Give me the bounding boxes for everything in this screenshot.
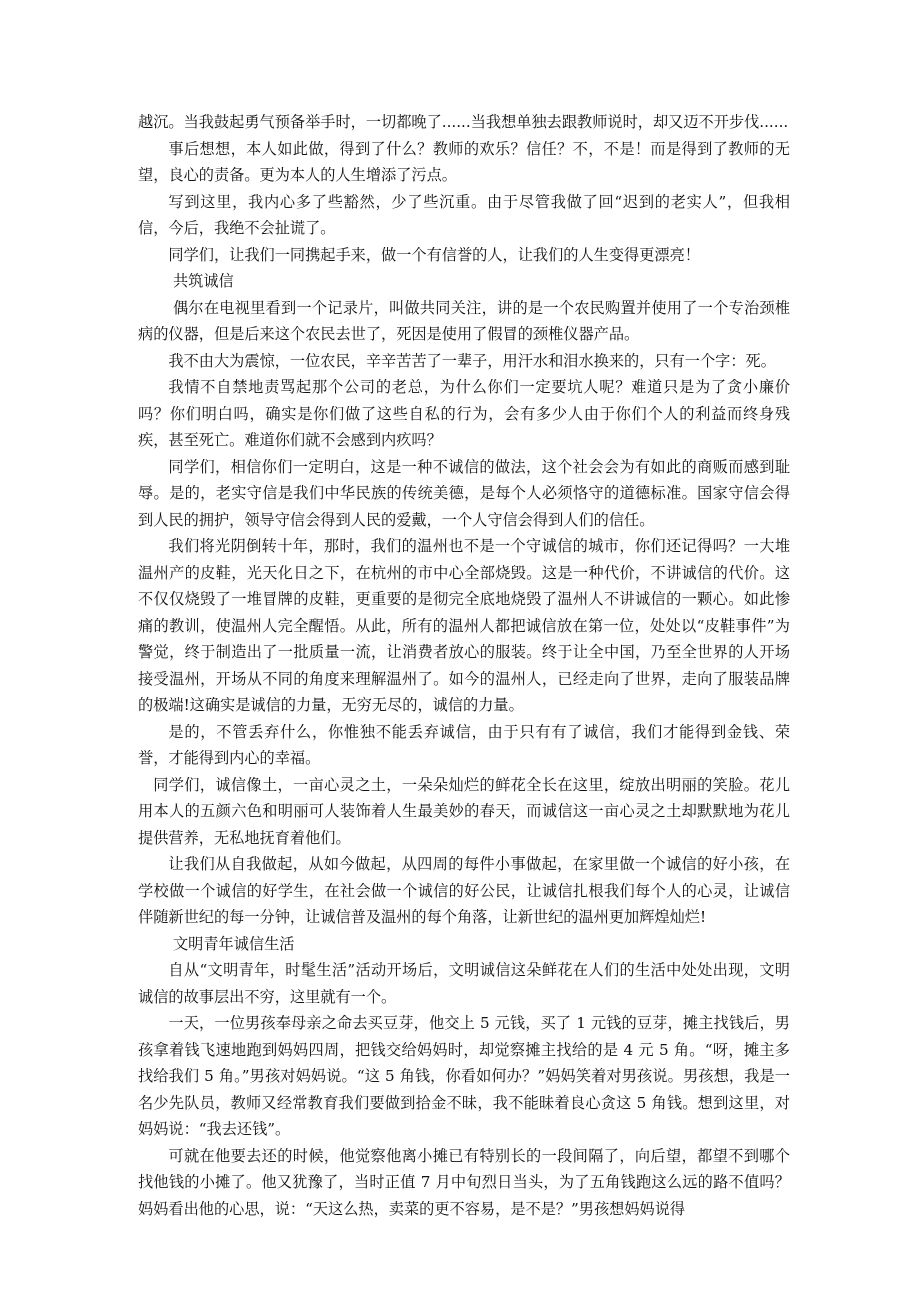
section-heading: 共筑诚信 [172, 272, 234, 290]
paragraph: 自从“文明青年，时髦生活”活动开场后，文明诚信这朵鲜花在人们的生活中处处出现，文明诚信的故事层出不穷，这里就有一个。 [138, 961, 790, 1006]
paragraph: 是的，不管丢弃什么，你惟独不能丢弃诚信，由于只有有了诚信，我们才能得到金钱、荣誉，才能得到内心的幸福。 [138, 722, 790, 767]
document-body [138, 109, 790, 1222]
paragraph: 同学们，让我们一同携起手来，做一个有信誉的人，让我们的人生变得更漂亮！ [168, 245, 700, 264]
paragraph: 同学们，诚信像土，一亩心灵之土，一朵朵灿烂的鲜花全长在这里，绽放出明丽的笑脸。花儿用本人的五颜六色和明丽可人装饰着人生最美妙的春天，而诚信这一亩心灵之土却默默地为花儿提供营养，无私地抚育着他们。 [138, 775, 790, 847]
paragraph: 偶尔在电视里看到一个记录片，叫做共同关注，讲的是一个农民购置并使用了一个专治颈椎病的仪器，但是后来这个农民去世了，死因是使用了假冒的颈椎仪器产品。 [138, 298, 790, 343]
paragraph: 同学们，相信你们一定明白，这是一种不诚信的做法，这个社会会为有如此的商贩而感到耻辱。是的，老实守信是我们中华民族的传统美德，是每个人必须恪守的道德标准。国家守信会得到人民的拥护，领导守信会得到人民的爱戴，一个人守信会得到人们的信任。 [138, 457, 790, 529]
paragraph: 我情不自禁地责骂起那个公司的老总，为什么你们一定要坑人呢？难道只是为了贪小廉价吗？你们明白吗，确实是你们做了这些自私的行为，会有多少人由于你们个人的利益而终身残疾，甚至死亡。难道你们就不会感到内疚吗？ [138, 378, 790, 449]
paragraph: 我不由大为震惊，一位农民，辛辛苦苦了一辈子，用汗水和泪水换来的，只有一个字：死。 [168, 351, 776, 370]
paragraph: 我们将光阴倒转十年，那时，我们的温州也不是一个守诚信的城市，你们还记得吗？一大堆温州产的皮鞋，光天化日之下，在杭州的市中心全部烧毁。这是一种代价，不讲诚信的代价。这不仅仅烧毁了一堆冒牌的皮鞋，更重要的是彻完全底地烧毁了温州人不讲诚信的一颗心。如此惨痛的教训，使温州人完全醒悟。从此，所有的温州人都把诚信放在第一位，处处以“皮鞋事件”为警觉，终于制造出了一批质量一流，让消费者放心的服装。终于让全中国，乃至全世界的人开场接受温州，开场从不同的角度来理解温州了。如今的温州人，已经走向了世界，走向了服装品牌的极端!这确实是诚信的力量，无穷无尽的，诚信的力量。 [138, 537, 790, 714]
section-heading: 文明青年诚信生活 [172, 934, 295, 953]
paragraph: 可就在他要去还的时候，他觉察他离小摊已有特别长的一段间隔了，向后望，都望不到哪个找他钱的小摊了。他又犹豫了，当时正值 7 月中旬烈日当头，为了五角钱跑这么远的路不值吗？妈妈看出他的心思，说：“天这么热，卖菜的更不容易，是不是？”男孩想妈妈说得 [138, 1146, 790, 1218]
paragraph: 一天，一位男孩奉母亲之命去买豆芽，他交上 5 元钱，买了 1 元钱的豆芽，摊主找钱后，男孩拿着钱飞速地跑到妈妈四周，把钱交给妈妈时，却觉察摊主找给的是 4 元 5 角。“呀，摊主多找给我们 5 角。”男孩对妈妈说。“这 5 角钱，你看如何办？”妈妈笑着对男孩说。男孩想，我是一名少先队员，教师又经常教育我们要做到拾金不昧，我不能昧着良心贪这 5 角钱。想到这里，对妈妈说：“我去还钱”。 [138, 1014, 790, 1138]
paragraph-continuation: 越沉。当我鼓起勇气预备举手时，一切都晚了......当我想单独去跟教师说时，却又迈不开步伐...... [138, 113, 789, 131]
paragraph: 事后想想，本人如此做，得到了什么？教师的欢乐？信任？不，不是！而是得到了教师的无望，良心的责备。更为本人的人生增添了污点。 [138, 139, 790, 184]
paragraph: 写到这里，我内心多了些豁然，少了些沉重。由于尽管我做了回“迟到的老实人”，但我相信，今后，我绝不会扯谎了。 [138, 192, 790, 237]
paragraph: 让我们从自我做起，从如今做起，从四周的每件小事做起，在家里做一个诚信的好小孩，在学校做一个诚信的好学生，在社会做一个诚信的好公民，让诚信扎根我们每个人的心灵，让诚信伴随新世纪的每一分钟，让诚信普及温州的每个角落，让新世纪的温州更加辉煌灿烂! [138, 855, 790, 926]
